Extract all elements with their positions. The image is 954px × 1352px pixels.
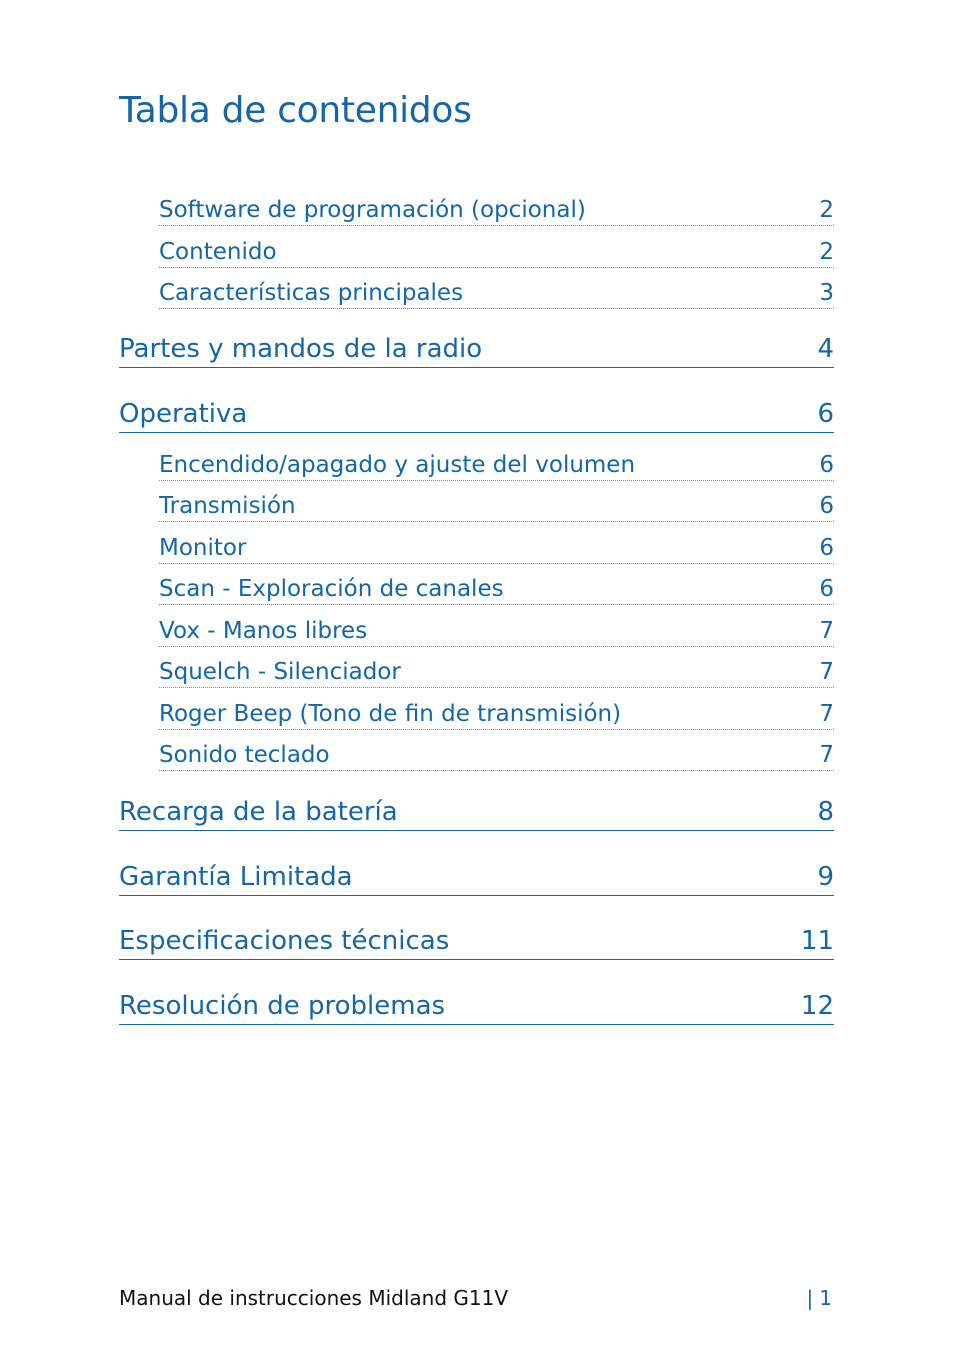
- toc-entry-resolucion[interactable]: [119, 987, 834, 1025]
- toc-entry-scan[interactable]: [159, 573, 834, 605]
- toc-entry-page: 6: [819, 576, 834, 602]
- toc-entry-encendido[interactable]: [159, 449, 834, 481]
- toc-entry-label: Operativa: [119, 399, 248, 429]
- toc-entry-garantia[interactable]: [119, 858, 834, 896]
- toc-entry-contenido[interactable]: [159, 236, 834, 268]
- toc-entry-label: Sonido teclado: [159, 742, 330, 768]
- toc-entry-label: Resolución de problemas: [119, 991, 446, 1021]
- toc-entry-label: Scan - Exploración de canales: [159, 576, 504, 602]
- toc-entry-label: Monitor: [159, 535, 247, 561]
- toc-entry-page: 6: [819, 535, 834, 561]
- toc-entry-recarga[interactable]: [119, 793, 834, 831]
- toc-entry-vox[interactable]: [159, 615, 834, 647]
- toc-entry-page: 7: [819, 742, 834, 768]
- toc-entry-page: 11: [800, 926, 834, 956]
- page-number: 1: [819, 1286, 832, 1310]
- toc-entry-page: 4: [817, 334, 834, 364]
- toc-entry-caracteristicas[interactable]: [159, 277, 834, 309]
- toc-entry-label: Encendido/apagado y ajuste del volumen: [159, 452, 636, 478]
- toc-entry-sonido-teclado[interactable]: [159, 739, 834, 771]
- toc-entry-especificaciones[interactable]: [119, 922, 834, 960]
- toc-entry-monitor[interactable]: [159, 532, 834, 564]
- toc-entry-page: 3: [819, 280, 834, 306]
- toc-entry-label: Garantía Limitada: [119, 862, 353, 892]
- toc-entry-page: 6: [819, 452, 834, 478]
- toc-entry-page: 2: [819, 239, 834, 265]
- toc-entry-page: 6: [819, 493, 834, 519]
- footer-manual-title: Manual de instrucciones Midland G11V: [119, 1286, 509, 1310]
- toc-entry-label: Contenido: [159, 239, 277, 265]
- footer-separator: |: [806, 1286, 814, 1310]
- toc-entry-label: Características principales: [159, 280, 464, 306]
- toc-entry-label: Squelch - Silenciador: [159, 659, 401, 685]
- toc-entry-software[interactable]: [159, 194, 834, 226]
- toc-entry-page: 12: [800, 991, 834, 1021]
- toc-entry-page: 7: [819, 659, 834, 685]
- toc-entry-squelch[interactable]: [159, 656, 834, 688]
- toc-entry-label: Transmisión: [159, 493, 296, 519]
- toc-entry-label: Partes y mandos de la radio: [119, 334, 483, 364]
- footer-page-number: [807, 1284, 832, 1312]
- toc-entry-operativa[interactable]: [119, 395, 834, 433]
- toc-entry-label: Vox - Manos libres: [159, 618, 368, 644]
- toc-entry-label: Recarga de la batería: [119, 797, 398, 827]
- toc-entry-page: 7: [819, 701, 834, 727]
- toc-entry-page: 7: [819, 618, 834, 644]
- toc-entry-label: Roger Beep (Tono de fin de transmisión): [159, 701, 622, 727]
- toc-entry-page: 6: [817, 399, 834, 429]
- toc-entry-page: 9: [817, 862, 834, 892]
- toc-entry-page: 8: [817, 797, 834, 827]
- toc-entry-partes[interactable]: [119, 330, 834, 368]
- toc-entry-roger-beep[interactable]: [159, 698, 834, 730]
- toc-entry-page: 2: [819, 197, 834, 223]
- toc-entry-label: Especificaciones técnicas: [119, 926, 450, 956]
- toc-entry-transmision[interactable]: [159, 490, 834, 522]
- toc-entry-label: Software de programación (opcional): [159, 197, 586, 223]
- page-title: Tabla de contenidos: [119, 90, 472, 131]
